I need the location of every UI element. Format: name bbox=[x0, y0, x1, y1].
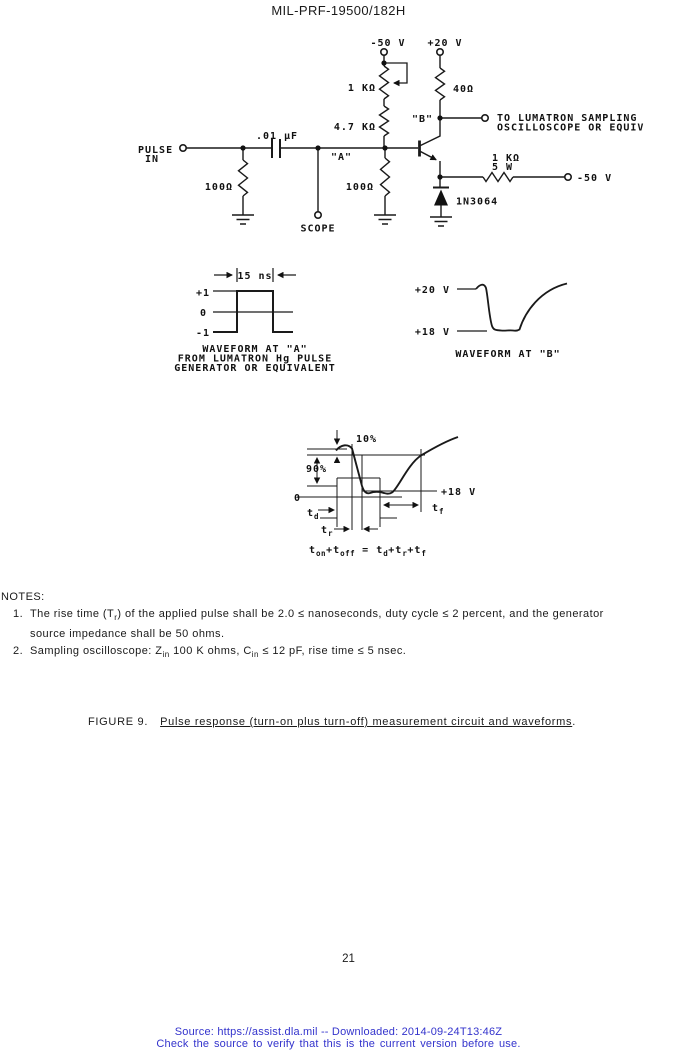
tf-label: $t_f$ bbox=[432, 503, 445, 516]
pulse-width-label: 15 ns bbox=[237, 271, 273, 282]
level-20v-label: +20 V bbox=[414, 285, 450, 296]
note-2-number: 2. bbox=[13, 644, 24, 657]
neg50v-top-terminal bbox=[381, 49, 387, 55]
figure-caption-title: Pulse response (turn-on plus turn-off) measurement circuit and waveforms bbox=[160, 716, 573, 728]
note-1-number: 1. bbox=[13, 607, 24, 620]
waveform-a-caption-3: GENERATOR OR EQUIVALENT bbox=[174, 363, 336, 374]
tr-label: $t_r$ bbox=[321, 525, 334, 538]
circuit-terminals bbox=[180, 49, 571, 218]
reference-lines bbox=[213, 291, 293, 312]
resistor-100ohm-base-zigzag bbox=[381, 158, 390, 196]
circuit-wires bbox=[186, 55, 565, 217]
note-1-line-1: The rise time $(T_r)$ of the applied pulse shall be 2.0 ≤ nanoseconds, duty cycle ≤ 2 percent, and the generator bbox=[30, 607, 604, 622]
footer-source-line: Source: https://assist.dla.mil -- Downloaded: 2014-09-24T13:46Z bbox=[174, 1026, 503, 1038]
page-number: 21 bbox=[342, 953, 355, 965]
r1k-5w-label-2: 5 W bbox=[492, 162, 514, 173]
timing-formula: $t_{on}+t_{off} = t_d+t_r+t_f$ bbox=[309, 545, 427, 558]
note-item-1 bbox=[1, 606, 676, 643]
waveform-a-caption-2: FROM LUMATRON Hg PULSE bbox=[177, 353, 333, 365]
waveform-a-plot bbox=[174, 268, 335, 374]
r40-label: 40Ω bbox=[453, 84, 475, 95]
pct90-label: 90% bbox=[306, 464, 328, 475]
pct10-label: 10% bbox=[356, 434, 378, 445]
doc-number-header: MIL-PRF-19500/182H bbox=[271, 3, 406, 18]
level-minus1-label: -1 bbox=[195, 328, 210, 339]
level-plus1-label: +1 bbox=[195, 288, 210, 299]
timing-response-curve bbox=[336, 437, 458, 494]
pulse-in-label-1: PULSE bbox=[138, 145, 174, 156]
resistor-1k-5w-zigzag bbox=[483, 173, 513, 182]
capacitor-label: .01 μF bbox=[255, 131, 299, 142]
timing-diagram bbox=[294, 430, 476, 558]
pulse-in-terminal bbox=[180, 145, 186, 151]
to-oscilloscope-label-1: TO LUMATRON SAMPLING bbox=[497, 113, 638, 124]
transistor-emitter-arrow bbox=[421, 152, 437, 160]
figure-caption-period: . bbox=[572, 716, 576, 728]
diode-triangle bbox=[434, 190, 448, 206]
footer bbox=[0, 1027, 677, 1050]
resistor-pot-1k-zigzag bbox=[380, 66, 389, 99]
r100-base-label: 100Ω bbox=[345, 182, 374, 193]
timing-zero-label: 0 bbox=[294, 493, 302, 504]
pos20v-label: +20 V bbox=[427, 38, 463, 49]
notes-section bbox=[1, 589, 676, 663]
waveform-b-caption: WAVEFORM AT "B" bbox=[455, 349, 561, 360]
waveform-b-plot bbox=[415, 284, 567, 361]
note-1-line-2: source impedance shall be 50 ohms. bbox=[30, 628, 225, 641]
resistor-40ohm-zigzag bbox=[436, 68, 445, 100]
timing-18v-label: +18 V bbox=[441, 487, 477, 498]
r1k-5w-label-1: 1 KΩ bbox=[492, 153, 521, 164]
to-oscilloscope-terminal bbox=[482, 115, 488, 121]
neg50v-right-terminal bbox=[565, 174, 571, 180]
to-oscilloscope-label-2: OSCILLOSCOPE OR EQUIV bbox=[497, 122, 645, 134]
neg50v-right-label: -50 V bbox=[577, 173, 613, 184]
note-2-line: Sampling oscilloscope: $Z_{in}$ 100 K ohms, $C_{in} \le 12$ pF, rise time ≤ 5 nsec. bbox=[30, 644, 407, 659]
notes-heading: NOTES: bbox=[1, 591, 45, 603]
footer-notice-line: Check the source to verify that this is the current version before use. bbox=[156, 1037, 521, 1050]
ground-symbols bbox=[232, 215, 452, 226]
figure-caption-prefix: FIGURE 9. bbox=[88, 716, 149, 728]
level-18v-label: +18 V bbox=[414, 327, 450, 338]
waveform-a-caption-1: WAVEFORM AT "A" bbox=[202, 344, 308, 355]
response-curve bbox=[476, 284, 567, 331]
node-b-label: "B" bbox=[411, 114, 433, 125]
measurement-circuit bbox=[138, 38, 644, 235]
pot-wiper-arrow bbox=[384, 63, 407, 83]
pos20v-terminal bbox=[437, 49, 443, 55]
diode-label: 1N3064 bbox=[456, 196, 499, 208]
scope-label: SCOPE bbox=[300, 223, 336, 235]
resistor-100ohm-input-zigzag bbox=[239, 160, 248, 196]
figure-caption bbox=[88, 716, 576, 728]
note-item-2 bbox=[1, 643, 676, 664]
r4k7-label: 4.7 KΩ bbox=[333, 122, 376, 133]
level-lines bbox=[457, 289, 487, 331]
level-zero-label: 0 bbox=[199, 308, 207, 319]
td-label: $t_d$ bbox=[307, 508, 320, 521]
neg50v-top-label: -50 V bbox=[370, 38, 406, 49]
scope-terminal bbox=[315, 212, 321, 218]
pot-1k-label: 1 KΩ bbox=[347, 83, 376, 94]
pulse-in-label-2: IN bbox=[145, 154, 160, 165]
node-a-label: "A" bbox=[331, 152, 353, 163]
r100-input-label: 100Ω bbox=[204, 182, 233, 193]
resistor-4k7-zigzag bbox=[380, 106, 389, 136]
